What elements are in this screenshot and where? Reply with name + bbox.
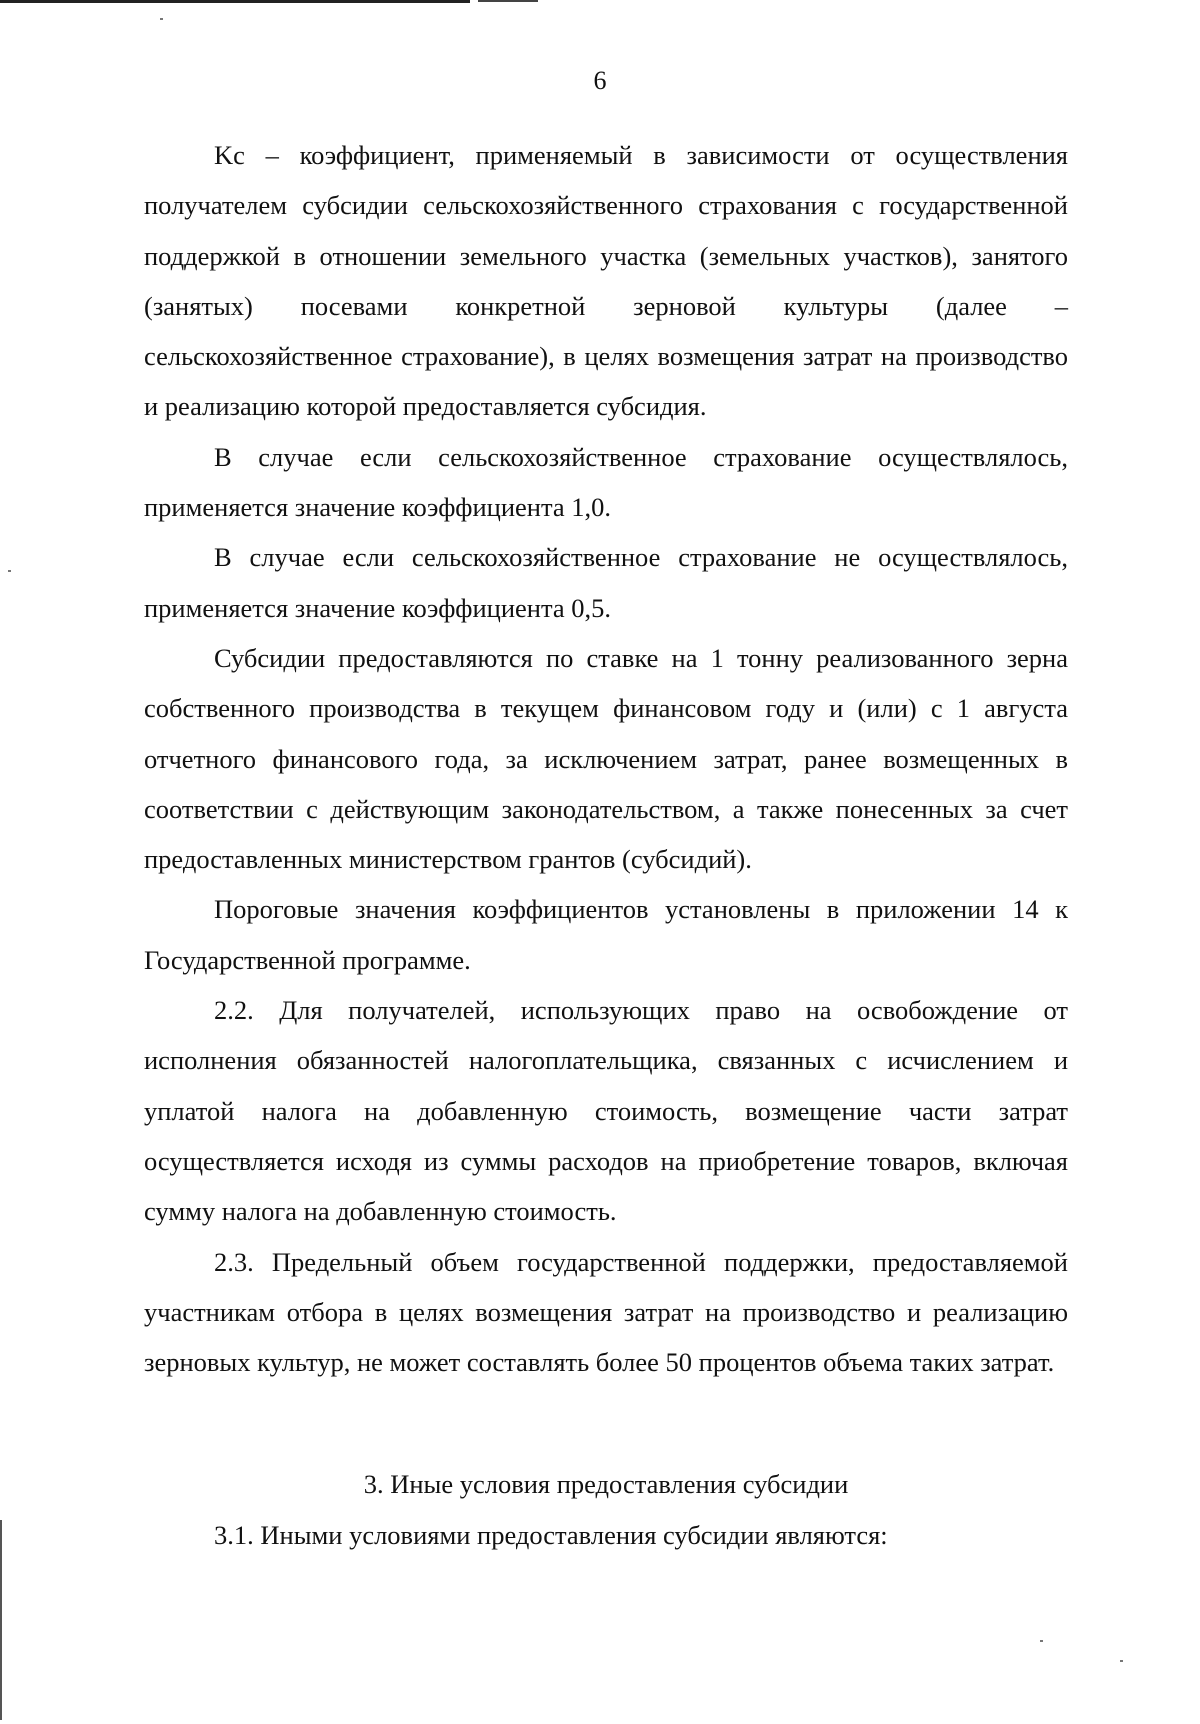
section-3-heading: 3. Иные условия предоставления субсидии <box>363 1469 849 1500</box>
scan-speck <box>1040 1640 1043 1642</box>
paragraph-2-2: 2.2. Для получателей, использующих право на освобождение от исполнения обязанностей налогоплательщика, связанных с исчислением и уплатой налога на добавленную стоимость, возмещение части затрат осуществляется исходя из суммы расходов на приобретение товаров, включая сумму налога на добавленную стоимость. <box>144 995 1068 1227</box>
paragraph-threshold-values: Пороговые значения коэффициентов установлены в приложении 14 к Государственной программе. <box>144 894 1068 975</box>
page-number: 6 <box>593 66 607 95</box>
scan-edge-line <box>478 0 538 2</box>
scan-edge-line <box>0 1520 2 1720</box>
scan-speck <box>160 18 163 20</box>
scan-speck <box>8 570 11 572</box>
scan-edge-line <box>0 0 470 3</box>
paragraph-coefficient-kc: Kc – коэффициент, применяемый в зависимости от осуществления получателем субсидии сельскохозяйственного страхования с государственной поддержкой в отношении земельного участка (земельных участков), занятого (занятых) посевами конкретной зерновой культуры (далее – сельскохозяйственное страхование), в целях возмещения затрат на производство и реализацию которой предоставляется субсидия. <box>144 140 1068 422</box>
document-body <box>144 130 1068 1560</box>
paragraph-insurance-not-applied: В случае если сельскохозяйственное страхование не осуществлялось, применяется значение коэффициента 0,5. <box>144 542 1068 623</box>
paragraph-insurance-applied: В случае если сельскохозяйственное страхование осуществлялось, применяется значение коэффициента 1,0. <box>144 441 1068 523</box>
section-spacer <box>144 1387 1068 1459</box>
paragraph-2-3: 2.3. Предельный объем государственной поддержки, предоставляемой участникам отбора в целях возмещения затрат на производство и реализацию зерновых культур, не может составлять более 50 процентов объема таких затрат. <box>144 1246 1068 1378</box>
paragraph-subsidy-rate: Субсидии предоставляются по ставке на 1 тонну реализованного зерна собственного производства в текущем финансовом году и (или) с 1 августа отчетного финансового года, за исключением затрат, ранее возмещенных в соответствии с действующим законодательством, а также понесенных за счет предоставленных министерством грантов (субсидий). <box>144 642 1068 875</box>
paragraph-3-1: 3.1. Иными условиями предоставления субсидии являются: <box>214 1519 888 1550</box>
scan-speck <box>1120 1660 1123 1662</box>
